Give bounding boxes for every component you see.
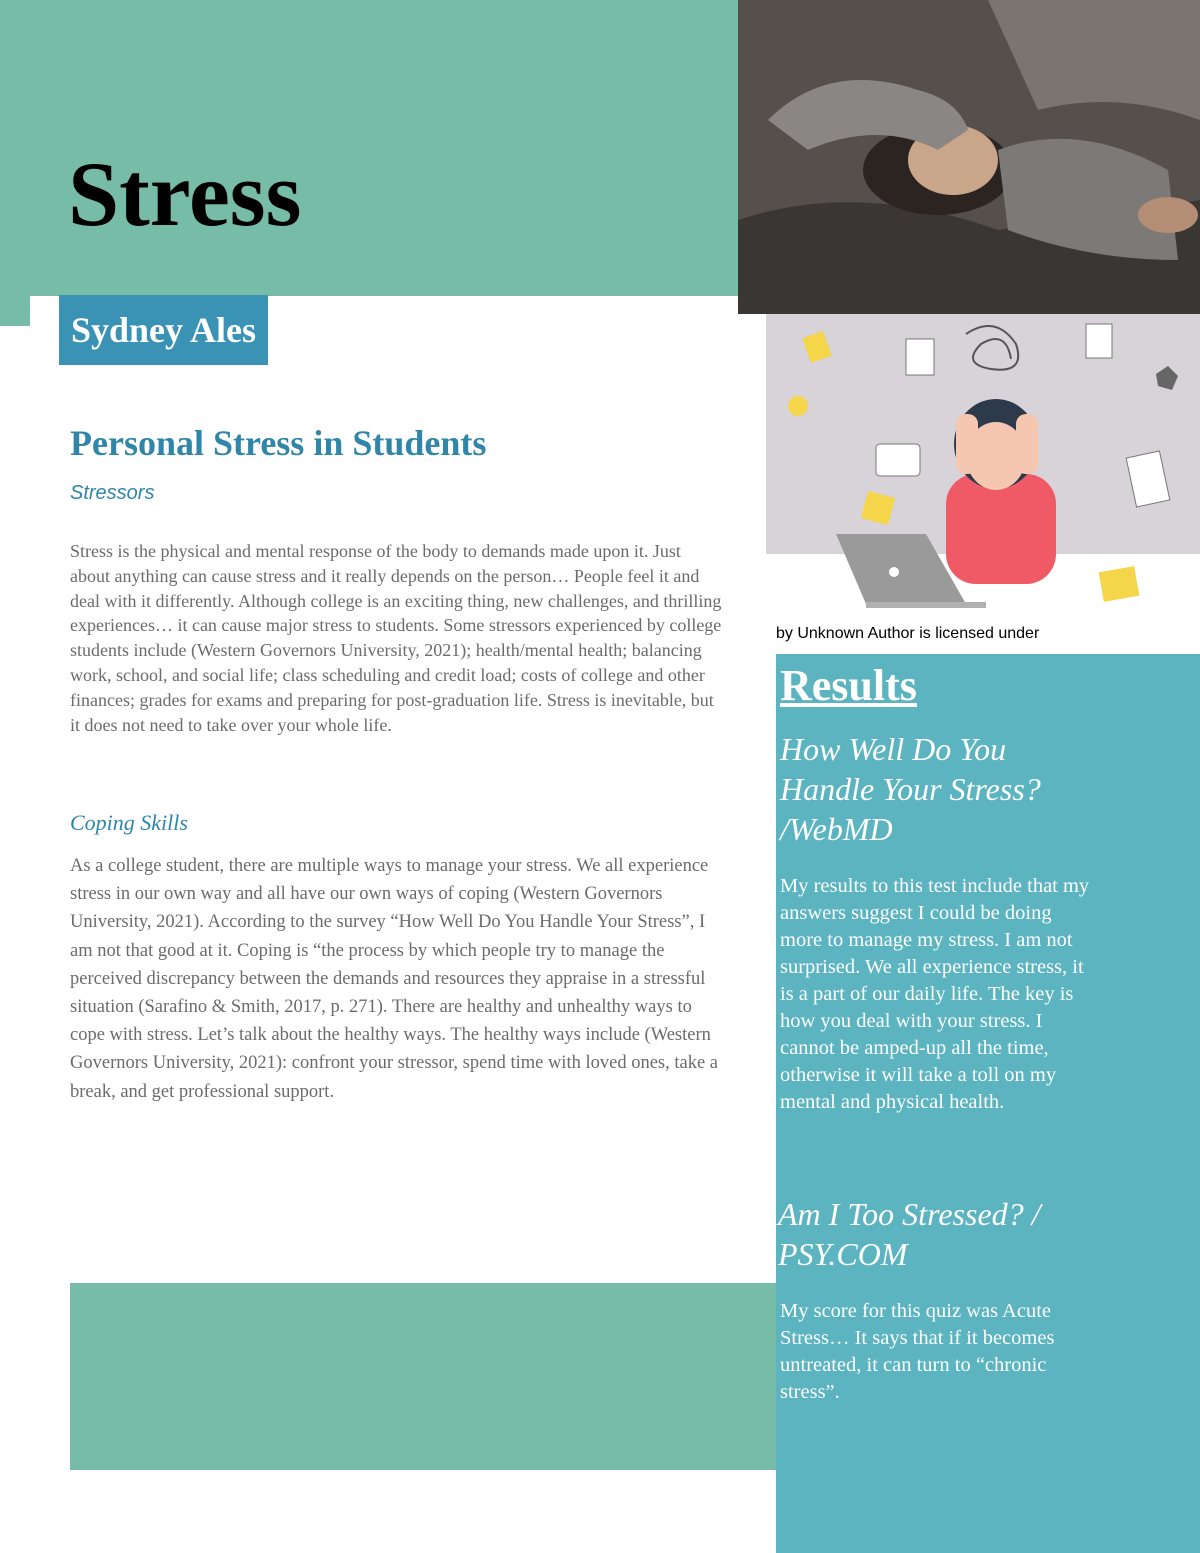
stressors-heading: Stressors <box>70 482 155 504</box>
quiz2-results-paragraph: My score for this quiz was Acute Stress… It says that if it becomes untreated, it can turn to “chronic stress”. <box>780 1300 1055 1403</box>
page-title: Stress <box>68 143 302 245</box>
quiz2-title: Am I Too Stressed? / PSY.COM <box>778 1196 1041 1272</box>
section-title: Personal Stress in Students <box>70 423 487 463</box>
results-title: Results <box>780 661 917 710</box>
stress-illustration <box>766 314 1200 615</box>
illustration-graphic <box>766 314 1200 615</box>
quiz1-title: How Well Do You Handle Your Stress? /WebMD <box>780 731 1041 847</box>
image-caption: by Unknown Author is licensed under <box>776 625 1040 642</box>
coping-paragraph: As a college student, there are multiple ways to manage your stress. We all experience stress in our own way and all have our own ways of coping (Western Governors University, 2021). According to the survey “How Well Do You Handle Your Stress”, I am not that good at it. Coping is “the process by which people try to manage the perceived discrepancy between the demands and resources they appraise in a stressful situation (Sarafino & Smith, 2017, p. 271). There are healthy and unhealthy ways to cope with stress. Let’s talk about the healthy ways. The healthy ways include (Western Governors University, 2021): confront your stressor, spend time with loved ones, take a break, and get professional support. <box>70 856 718 1102</box>
coping-heading: Coping Skills <box>70 810 188 835</box>
stressed-woman-photo <box>738 0 1200 314</box>
bottom-color-band <box>70 1283 778 1470</box>
quiz1-results-paragraph: My results to this test include that my answers suggest I could be doing more to manage my stress. I am not surprised. We all experience stress, it is a part of our daily life. The key is how you deal with your stress. I cannot be amped-up all the time, otherwise it will take a toll on my mental and physical health. <box>780 875 1090 1113</box>
stressors-paragraph: Stress is the physical and mental response of the body to demands made upon it. Just about anything can cause stress and it really depends on the person… People feel it and deal with it differently. Although college is an exciting thing, new challenges, and thrilling experiences… it can cause major stress to students. Some stressors experienced by college students include (Western Governors University, 2021); health/mental health; balancing work, school, and social life; class scheduling and credit load; costs of college and other finances; grades for exams and preparing for post-graduation life. Stress is inevitable, but it does not need to take over your whole life. <box>70 541 722 735</box>
author-badge: Sydney Ales <box>59 295 268 365</box>
photo-graphic <box>738 0 1200 314</box>
